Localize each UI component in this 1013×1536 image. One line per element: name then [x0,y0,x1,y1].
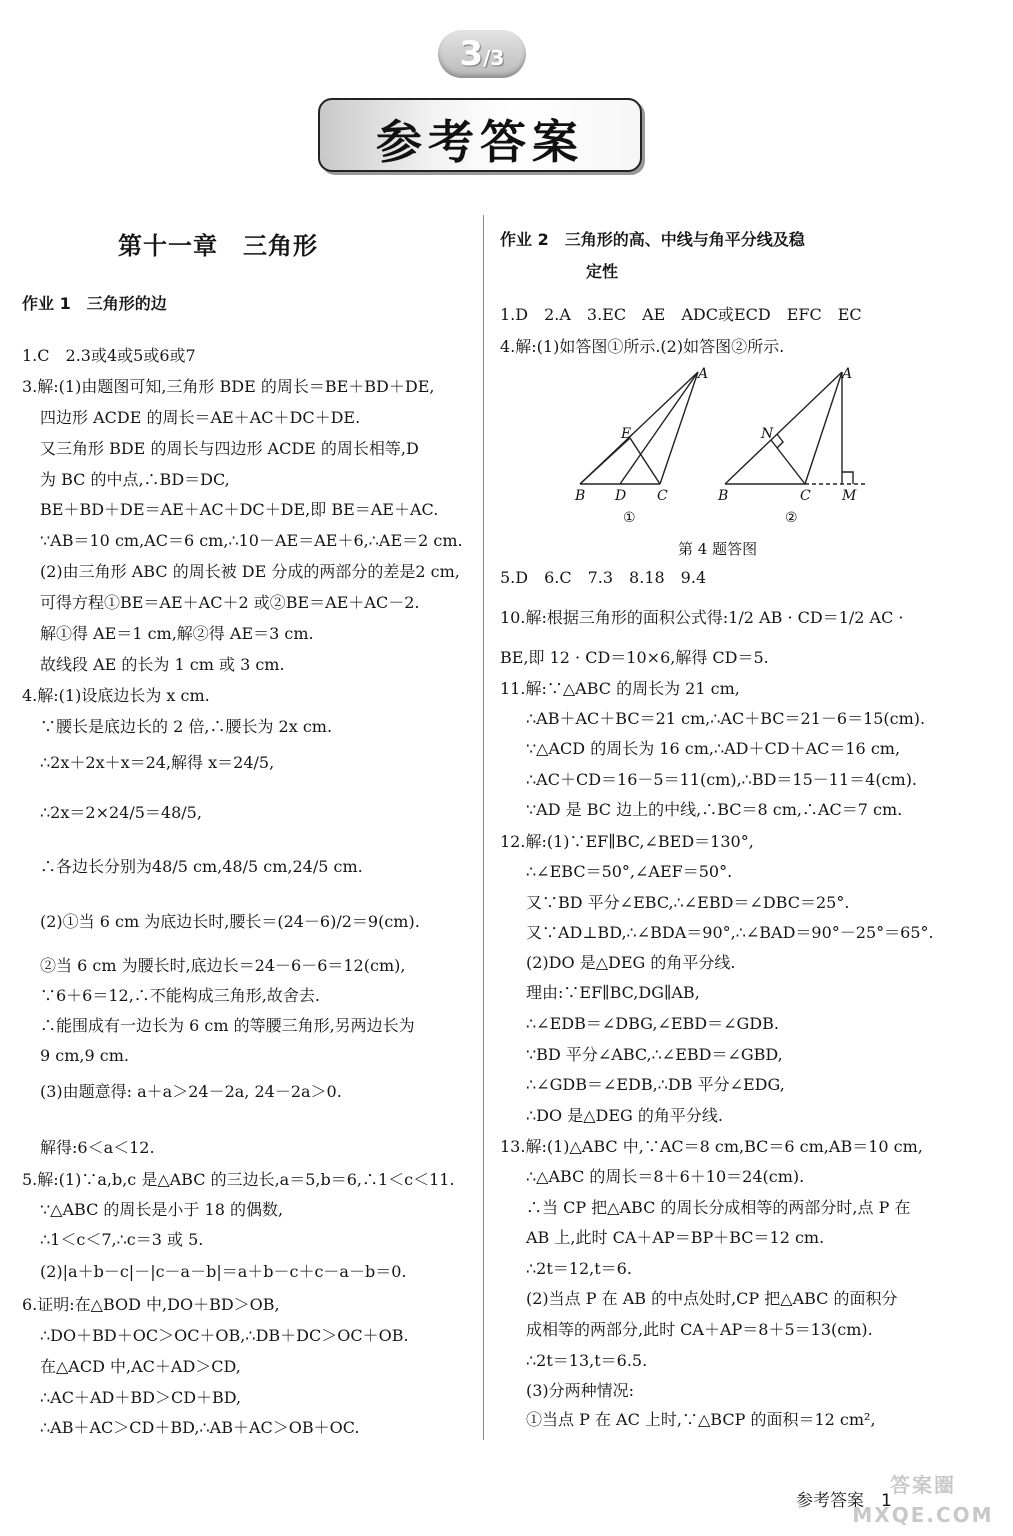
answer-line: ∴能围成有一边长为 6 cm 的等腰三角形,另两边长为 [40,1016,415,1035]
answer-line: 12.解:(1)∵EF∥BC,∠BED＝130°, [500,832,754,851]
answer-line: 4.解:(1)设底边长为 x cm. [22,686,210,705]
answer-line: 四边形 ACDE 的周长＝AE＋AC＋DC＋DE. [40,408,361,427]
answer-line: ∴DO＋BD＋OC＞OC＋OB,∴DB＋DC＞OC＋OB. [40,1326,409,1345]
answer-line: 又三角形 BDE 的周长与四边形 ACDE 的周长相等,D [40,439,419,458]
answer-line: 13.解:(1)△ABC 中,∵AC＝8 cm,BC＝6 cm,AB＝10 cm, [500,1137,923,1156]
answer-line: ∵BD 平分∠ABC,∴∠EBD＝∠GBD, [526,1045,783,1064]
answer-line: (2)|a＋b－c|－|c－a－b|＝a＋b－c＋c－a－b＝0. [40,1262,407,1281]
answer-line: ∴2t＝12,t＝6. [526,1259,632,1278]
answer-line: 成相等的两部分,此时 CA＋AP＝8＋5＝13(cm). [526,1320,873,1339]
answer-line: 理由:∵EF∥BC,DG∥AB, [526,983,700,1002]
answer-line: 1.C 2.3或4或5或6或7 [22,346,196,365]
answer-line: ∴AB＋AC＞CD＋BD,∴AB＋AC＞OB＋OC. [40,1418,360,1437]
answer-line: 在△ACD 中,AC＋AD＞CD, [40,1357,241,1376]
answer-line: 9 cm,9 cm. [40,1046,129,1065]
footer-label: 参考答案 1 [796,1491,892,1511]
answer-line: BE＋BD＋DE＝AE＋AC＋DC＋DE,即 BE＝AE＋AC. [40,500,439,519]
triangle-diagrams [565,366,895,531]
answer-line: ∴各边长分别为48/5 cm,48/5 cm,24/5 cm. [40,857,363,876]
fig-label: E [621,426,632,442]
badge-sub: /3 [483,46,505,70]
answer-line: 5.D 6.C 7.3 8.18 9.4 [500,568,707,587]
answer-line: 5.解:(1)∵a,b,c 是△ABC 的三边长,a＝5,b＝6,∴1＜c＜11. [22,1170,455,1189]
hw2-title-line2: 定性 [586,262,619,281]
fig-label: ① [623,510,636,526]
fig-label: A [698,366,709,382]
page-title: 参考答案 [376,115,584,169]
answer-line: 又∵AD⊥BD,∴∠BDA＝90°,∴∠BAD＝90°－25°＝65°. [526,923,934,942]
watermark [838,1470,1008,1532]
answer-line: ∴∠EBC＝50°,∠AEF＝50°. [526,862,733,881]
answer-line: ∵△ACD 的周长为 16 cm,∴AD＋CD＋AC＝16 cm, [526,739,901,758]
page-badge [438,30,526,78]
answer-line: ∵6＋6＝12,∴不能构成三角形,故舍去. [40,986,320,1005]
answer-line: 4.解:(1)如答图①所示.(2)如答图②所示. [500,337,785,356]
answer-line: 3.解:(1)由题图可知,三角形 BDE 的周长＝BE＋BD＋DE, [22,377,435,396]
fig-label: D [615,488,627,504]
answer-line: AB 上,此时 CA＋AP＝BP＋BC＝12 cm. [526,1228,825,1247]
column-divider [483,215,484,1440]
answer-line: 1.D 2.A 3.EC AE ADC或ECD EFC EC [500,305,862,324]
answer-line: BE,即 12 · CD＝10×6,解得 CD＝5. [500,648,769,667]
answer-line: ∴DO 是△DEG 的角平分线. [526,1106,723,1125]
answer-line: 解得:6＜a＜12. [40,1138,155,1157]
answer-line: ∴AC＋AD＋BD＞CD＋BD, [40,1388,242,1407]
answer-line: 可得方程①BE＝AE＋AC＋2 或②BE＝AE＋AC－2. [40,593,420,612]
watermark-text: 答案圈 [890,1473,956,1497]
answer-line: (2)由三角形 ABC 的周长被 DE 分成的两部分的差是2 cm, [40,562,460,581]
answer-line: ∴2t＝13,t＝6.5. [526,1351,648,1370]
answer-line: ∴△ABC 的周长＝8＋6＋10＝24(cm). [526,1167,805,1186]
answer-line: ∵腰长是底边长的 2 倍,∴腰长为 2x cm. [40,717,333,736]
answer-line: 解①得 AE＝1 cm,解②得 AE＝3 cm. [40,624,314,643]
triangle-figure [565,366,895,535]
answer-line: (2)当点 P 在 AB 的中点处时,CP 把△ABC 的面积分 [526,1289,898,1308]
fig-label: N [761,426,774,442]
answer-line: 6.证明:在△BOD 中,DO＋BD＞OB, [22,1295,280,1314]
answer-line: ∴1＜c＜7,∴c＝3 或 5. [40,1230,204,1249]
answer-line: 故线段 AE 的长为 1 cm 或 3 cm. [40,655,285,674]
fig-label: C [657,488,668,504]
answer-line: ∴AB＋AC＋BC＝21 cm,∴AC＋BC＝21－6＝15(cm). [526,709,926,728]
watermark-url: MXQE.COM [852,1503,994,1527]
hw2-title-line1: 作业 2 三角形的高、中线与角平分线及稳 [500,230,805,249]
answer-line: ∵AD 是 BC 边上的中线,∴BC＝8 cm,∴AC＝7 cm. [526,800,903,819]
figure-caption: 第 4 题答图 [678,540,758,558]
answer-line: ∴当 CP 把△ABC 的周长分成相等的两部分时,点 P 在 [526,1198,911,1217]
fig-label: B [575,488,586,504]
answer-line: ∵AB＝10 cm,AC＝6 cm,∴10－AE＝AE＋6,∴AE＝2 cm. [40,531,463,550]
answer-line: (3)分两种情况: [526,1381,635,1400]
hw1-title: 作业 1 三角形的边 [22,294,167,313]
answer-line: ∵△ABC 的周长是小于 18 的偶数, [40,1200,284,1219]
answer-line: (2)DO 是△DEG 的角平分线. [526,953,736,972]
badge-main: 3 [459,34,484,74]
answer-line: (3)由题意得: a＋a＞24－2a, 24－2a＞0. [40,1082,342,1101]
answer-line: 11.解:∵△ABC 的周长为 21 cm, [500,679,740,698]
answer-line: (2)①当 6 cm 为底边长时,腰长＝(24－6)/2＝9(cm). [40,912,420,931]
answer-line: ∴2x＝2×24/5＝48/5, [40,803,202,822]
answer-line: 又∵BD 平分∠EBC,∴∠EBD＝∠DBC＝25°. [526,893,850,912]
answer-line: ①当点 P 在 AC 上时,∵△BCP 的面积＝12 cm², [526,1410,876,1429]
answer-line: ∴∠GDB＝∠EDB,∴DB 平分∠EDG, [526,1075,785,1094]
answer-line: 10.解:根据三角形的面积公式得:1/2 AB · CD＝1/2 AC · [500,608,904,627]
chapter-title: 第十一章 三角形 [118,231,318,260]
fig-label: M [842,488,857,504]
answer-line: 为 BC 的中点,∴BD＝DC, [40,470,230,489]
answer-line: ∴∠EDB＝∠DBG,∠EBD＝∠GDB. [526,1014,779,1033]
answer-line: ②当 6 cm 为腰长时,底边长＝24－6－6＝12(cm), [40,956,406,975]
fig-label: B [718,488,729,504]
answer-line: ∴2x＋2x＋x＝24,解得 x＝24/5, [40,753,275,772]
fig-label: C [800,488,811,504]
fig-label: A [842,366,853,382]
fig-label: ② [785,510,798,526]
title-banner [318,98,642,172]
answer-line: ∴AC＋CD＝16－5＝11(cm),∴BD＝15－11＝4(cm). [526,770,918,789]
